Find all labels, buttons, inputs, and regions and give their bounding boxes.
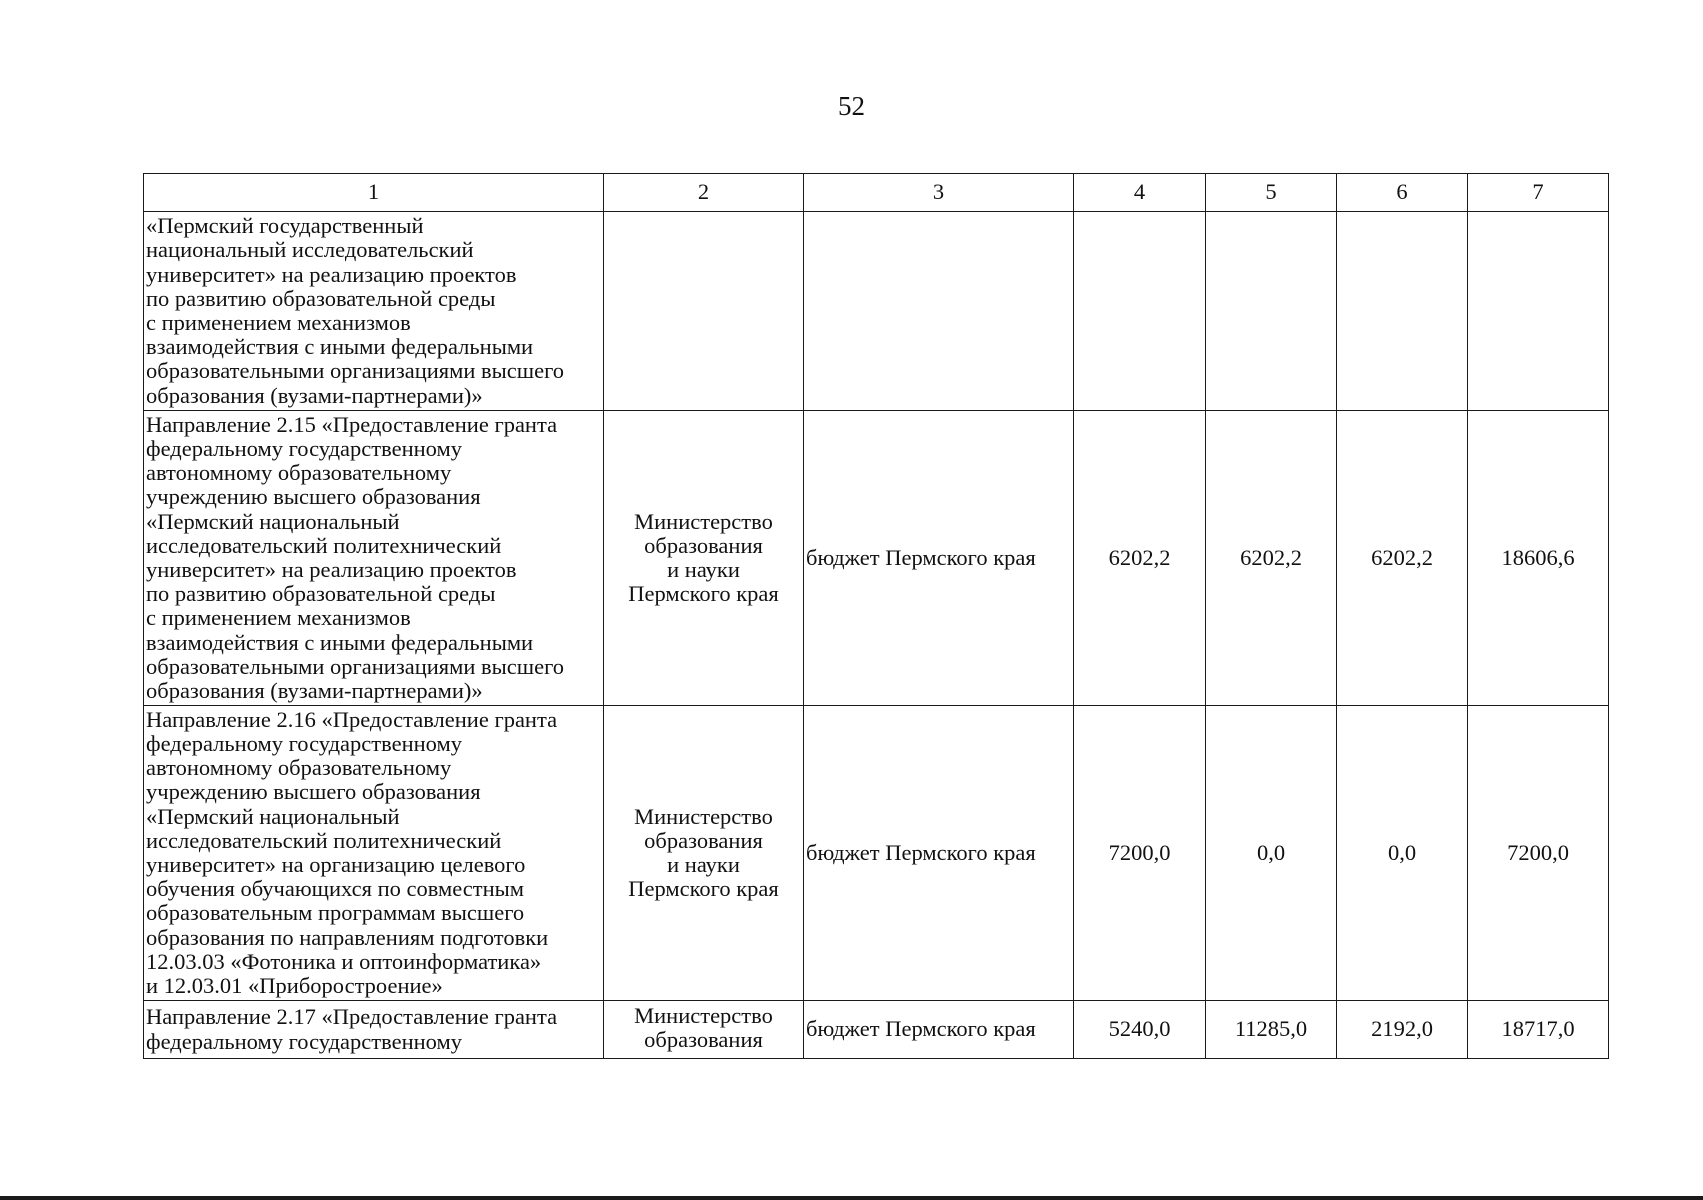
cell-value-5: 6202,2	[1206, 411, 1337, 706]
table-row	[144, 1001, 1609, 1059]
header-row	[144, 174, 1609, 212]
cell-value-5: 11285,0	[1206, 1001, 1337, 1059]
cell-description: Направление 2.16 «Предоставление гранта федеральному государственному автономному образовательному учреждению высшего образования «Пермский национальный исследовательский политехнический университет» на организацию целевого обучения обучающихся по совместным образовательным программам высшего образования по направлениям подготовки 12.03.03 «Фотоника и оптоинформатика» и 12.03.01 «Приборостроение»	[144, 706, 604, 1001]
cell-value-6	[1337, 212, 1468, 411]
cell-description: «Пермский государственный национальный исследовательский университет» на реализацию проектов по развитию образовательной среды с применением механизмов взаимодействия с иными федеральными образовательными организациями высшего образования (вузами-партнерами)»	[144, 212, 604, 411]
scan-bottom-edge	[0, 1196, 1703, 1200]
cell-value-7: 18606,6	[1468, 411, 1609, 706]
cell-value-6: 6202,2	[1337, 411, 1468, 706]
cell-executor	[604, 212, 804, 411]
table-row	[144, 212, 1609, 411]
header-col-1: 1	[144, 174, 604, 212]
header-col-5: 5	[1206, 174, 1337, 212]
budget-table	[143, 173, 1609, 1059]
cell-value-4: 7200,0	[1074, 706, 1206, 1001]
budget-table-container	[143, 173, 1608, 1059]
page-number: 52	[838, 91, 865, 121]
cell-value-7: 18717,0	[1468, 1001, 1609, 1059]
cell-description: Направление 2.15 «Предоставление гранта федеральному государственному автономному образовательному учреждению высшего образования «Пермский национальный исследовательский политехнический университет» на реализацию проектов по развитию образовательной среды с применением механизмов взаимодействия с иными федеральными образовательными организациями высшего образования (вузами-партнерами)»	[144, 411, 604, 706]
header-col-4: 4	[1074, 174, 1206, 212]
cell-funding-source: бюджет Пермского края	[804, 706, 1074, 1001]
header-col-2: 2	[604, 174, 804, 212]
header-col-7: 7	[1468, 174, 1609, 212]
cell-executor: Министерство образования и науки Пермского края	[604, 706, 804, 1001]
cell-value-4	[1074, 212, 1206, 411]
header-col-6: 6	[1337, 174, 1468, 212]
cell-value-4: 6202,2	[1074, 411, 1206, 706]
table-row	[144, 411, 1609, 706]
cell-executor: Министерство образования и науки Пермского края	[604, 411, 804, 706]
table-row	[144, 706, 1609, 1001]
cell-value-5	[1206, 212, 1337, 411]
cell-value-7: 7200,0	[1468, 706, 1609, 1001]
cell-value-6: 2192,0	[1337, 1001, 1468, 1059]
cell-description: Направление 2.17 «Предоставление гранта федеральному государственному	[144, 1001, 604, 1059]
header-col-3: 3	[804, 174, 1074, 212]
cell-funding-source: бюджет Пермского края	[804, 1001, 1074, 1059]
cell-value-4: 5240,0	[1074, 1001, 1206, 1059]
cell-funding-source	[804, 212, 1074, 411]
cell-value-5: 0,0	[1206, 706, 1337, 1001]
cell-value-7	[1468, 212, 1609, 411]
cell-executor: Министерство образования	[604, 1001, 804, 1059]
cell-funding-source: бюджет Пермского края	[804, 411, 1074, 706]
cell-value-6: 0,0	[1337, 706, 1468, 1001]
